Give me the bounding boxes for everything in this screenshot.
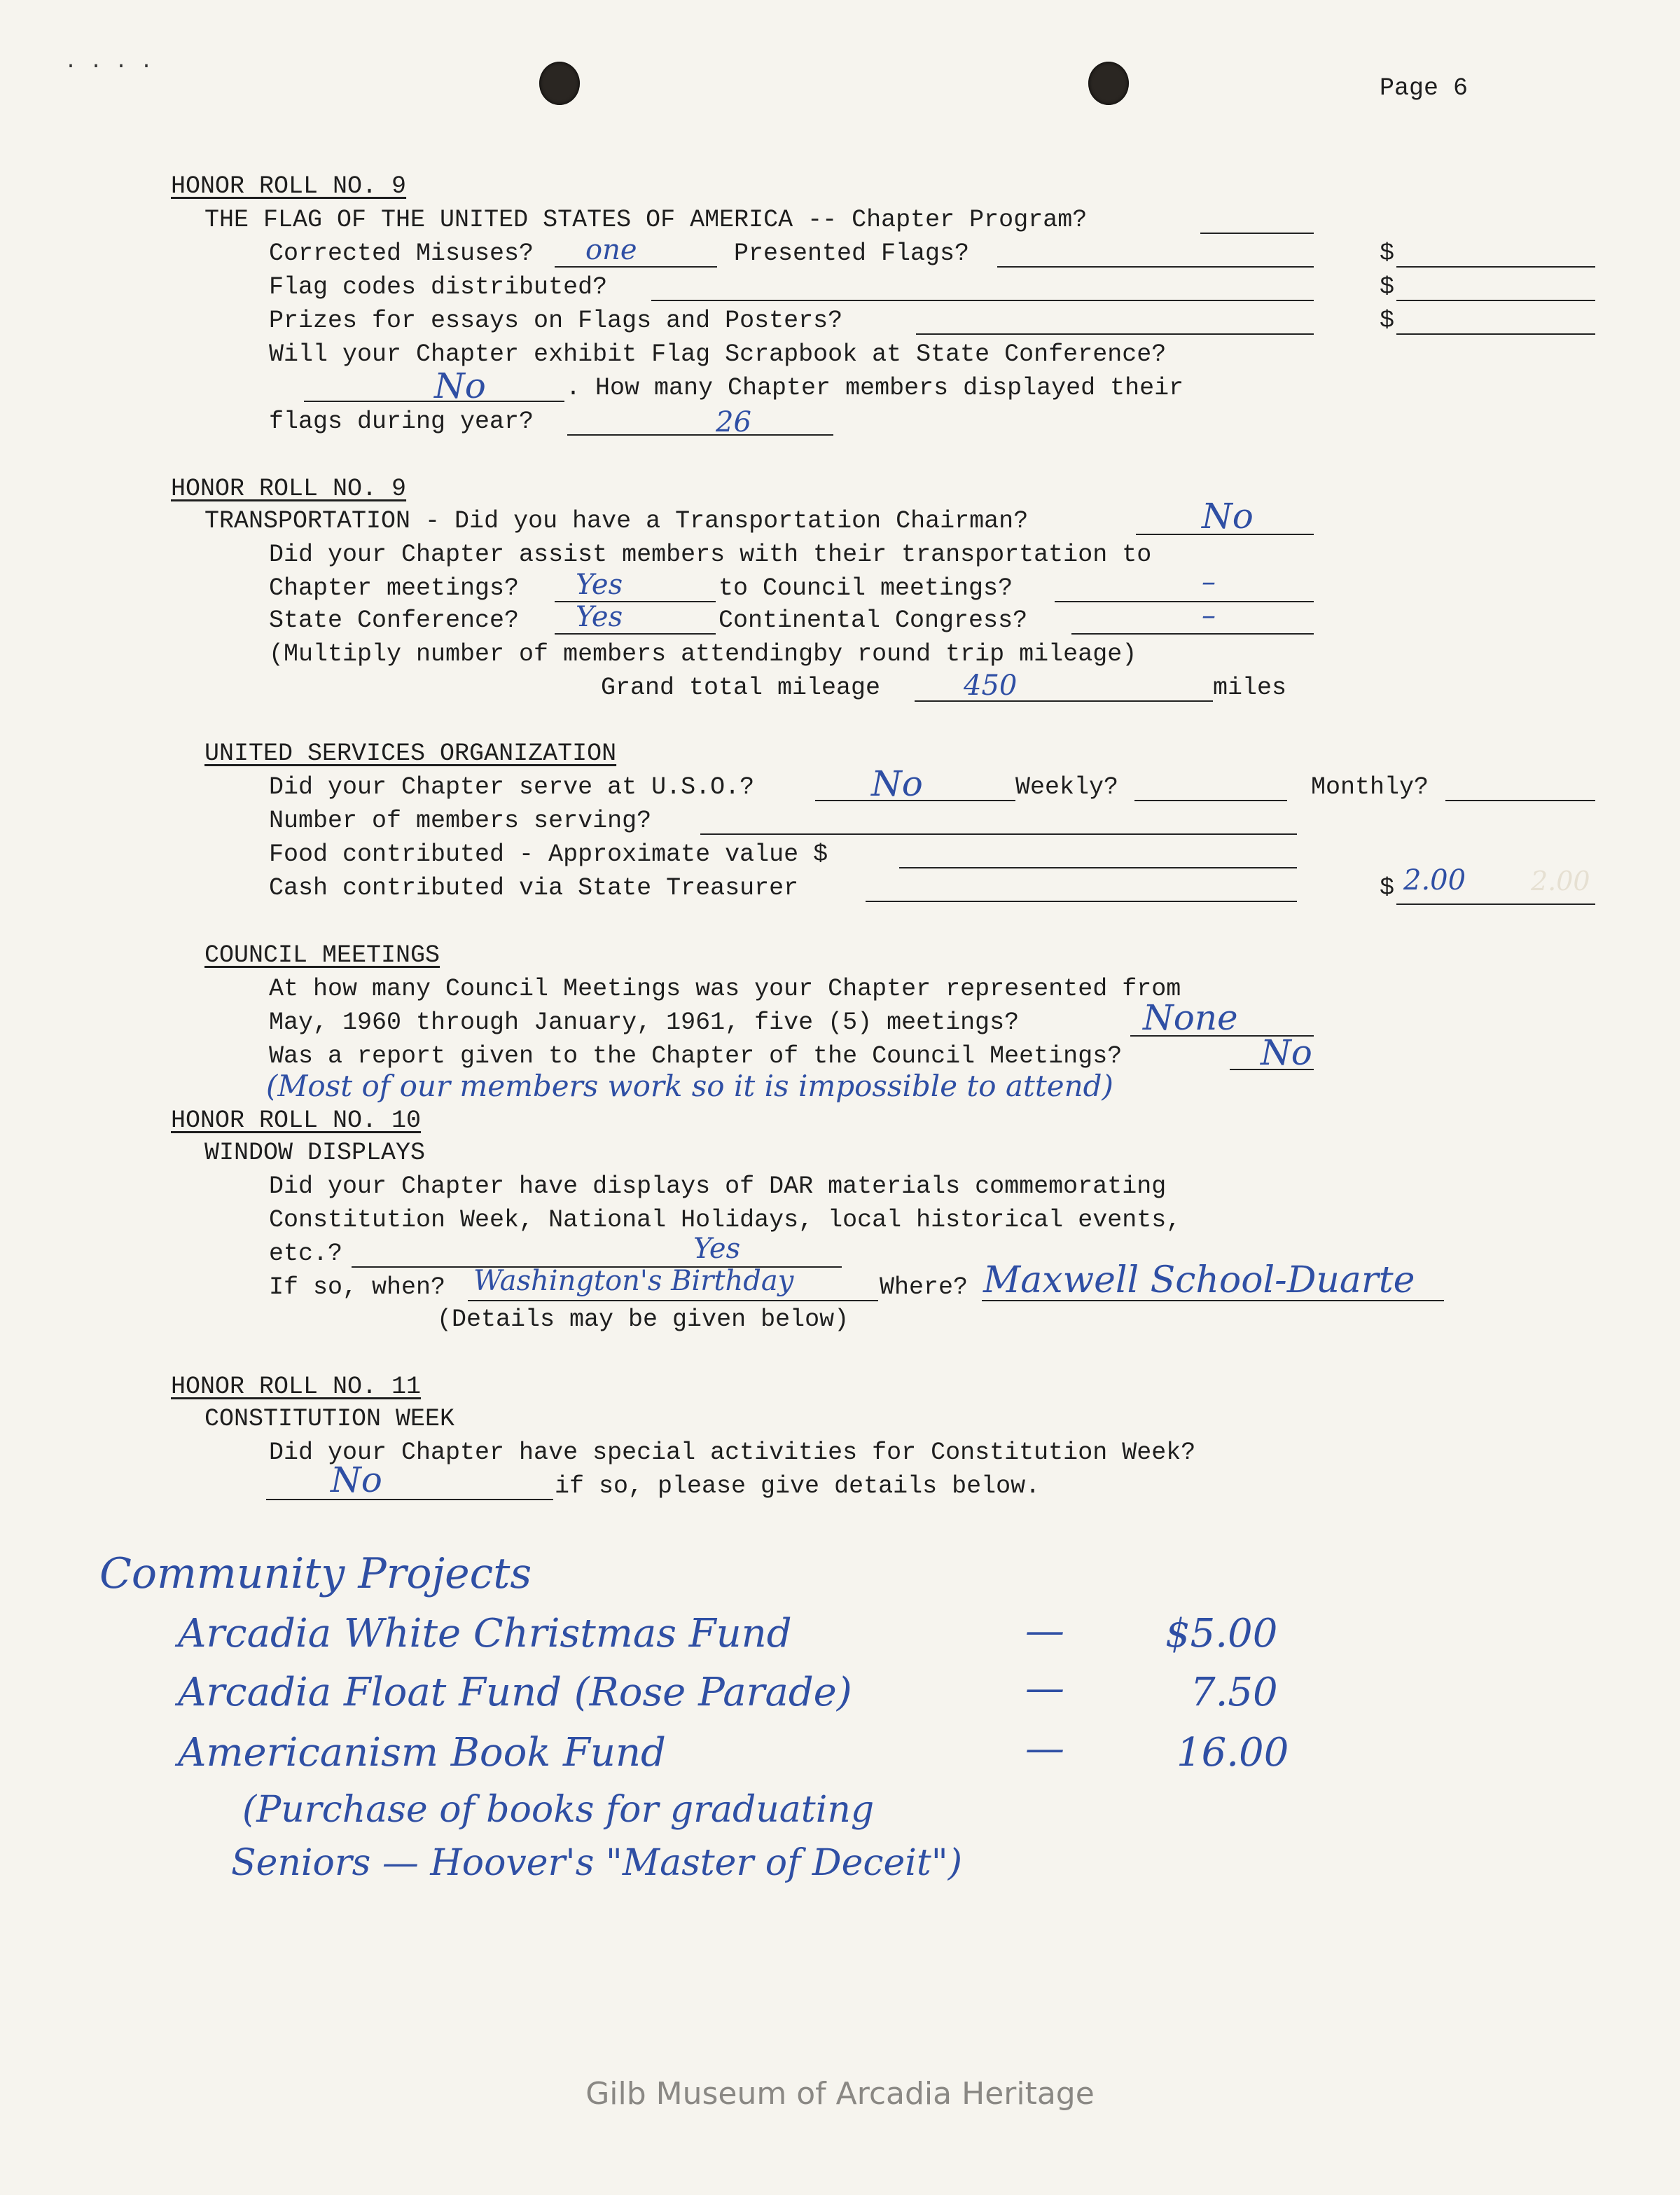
dollar-field-3[interactable] <box>1396 333 1595 335</box>
prizes-label: Prizes for essays on Flags and Posters? <box>269 307 843 335</box>
where-label: Where? <box>880 1273 969 1301</box>
continental-congress-label: Continental Congress? <box>718 607 1028 635</box>
chapter-meetings-answer: Yes <box>576 569 623 601</box>
project-amount: 16.00 <box>1176 1730 1289 1775</box>
assist-label: Did your Chapter assist members with their transportation to <box>269 541 1152 569</box>
transport-title: TRANSPORTATION - Did you have a Transportation Chairman? <box>204 507 1029 535</box>
cash-faint-pencil: 2.00 <box>1531 866 1590 896</box>
presented-label: Presented Flags? <box>734 240 970 268</box>
punch-hole-left <box>539 62 580 105</box>
flags-year-label: flags during year? <box>269 408 534 436</box>
constitution-question: Did your Chapter have special activities for Constitution Week? <box>269 1439 1196 1467</box>
project-note-2: Seniors — Hoover's "Master of Deceit") <box>231 1842 962 1884</box>
transport-heading: HONOR ROLL NO. 9 <box>171 475 407 503</box>
monthly-field[interactable] <box>1445 800 1595 801</box>
chapter-meetings-label: Chapter meetings? <box>269 574 520 602</box>
presented-field[interactable] <box>997 266 1314 268</box>
corner-marks: . . . . <box>64 50 153 74</box>
flags-year-answer: 26 <box>716 406 751 438</box>
codes-label: Flag codes distributed? <box>269 273 608 301</box>
details-label: (Details may be given below) <box>437 1306 849 1334</box>
constitution-details-label: if so, please give details below. <box>555 1472 1041 1500</box>
scrapbook-label: Will your Chapter exhibit Flag Scrapbook at State Conference? <box>269 340 1167 368</box>
miles-label: miles <box>1213 674 1287 702</box>
state-conference-answer: Yes <box>576 601 623 633</box>
dollar-sign-1: $ <box>1380 240 1395 268</box>
project-name: Arcadia Float Fund (Rose Parade) <box>178 1670 852 1715</box>
etc-label: etc.? <box>269 1240 343 1268</box>
council-line-2: May, 1960 through January, 1961, five (5) meetings? <box>269 1009 1020 1037</box>
council-note: (Most of our members work so it is impossible to attend) <box>266 1069 1113 1103</box>
members-serving-field[interactable] <box>700 833 1297 835</box>
where-answer: Maxwell School-Duarte <box>983 1259 1415 1301</box>
constitution-answer-field[interactable] <box>266 1499 553 1500</box>
misuses-label: Corrected Misuses? <box>269 240 534 268</box>
council-report-answer: No <box>1261 1032 1312 1073</box>
monthly-label: Monthly? <box>1311 773 1429 801</box>
total-mileage-answer: 450 <box>964 670 1018 702</box>
food-field[interactable] <box>899 867 1297 868</box>
project-note-1: (Purchase of books for graduating <box>242 1789 875 1831</box>
etc-answer: Yes <box>693 1233 741 1265</box>
dollar-field-1[interactable] <box>1396 266 1595 268</box>
misuses-field[interactable] <box>555 266 717 268</box>
council-line-1: At how many Council Meetings was your Chapter represented from <box>269 975 1181 1003</box>
uso-heading: UNITED SERVICES ORGANIZATION <box>204 740 617 768</box>
displayed-label: . How many Chapter members displayed their <box>566 374 1184 402</box>
project-dash: — <box>1025 1608 1064 1654</box>
dollar-field-2[interactable] <box>1396 300 1595 301</box>
cash-dollar-sign: $ <box>1380 874 1395 902</box>
council-meetings-answer: – <box>1202 566 1216 598</box>
project-amount: 7.50 <box>1190 1670 1278 1715</box>
uso-serve-answer: No <box>871 763 923 804</box>
project-name: Americanism Book Fund <box>178 1730 666 1775</box>
page-number: Page 6 <box>1380 74 1469 102</box>
constitution-heading: HONOR ROLL NO. 11 <box>171 1373 422 1401</box>
continental-congress-field[interactable] <box>1071 633 1314 635</box>
window-heading: HONOR ROLL NO. 10 <box>171 1107 422 1135</box>
members-serving-label: Number of members serving? <box>269 807 652 835</box>
scrapbook-answer: No <box>434 366 486 406</box>
projects-title: Community Projects <box>99 1549 532 1598</box>
council-meetings-count-answer: None <box>1143 997 1238 1038</box>
cash-label: Cash contributed via State Treasurer <box>269 874 799 902</box>
flags-year-field[interactable] <box>567 434 833 436</box>
council-meetings-label: to Council meetings? <box>718 574 1013 602</box>
weekly-label: Weekly? <box>1015 773 1119 801</box>
council-report-label: Was a report given to the Chapter of the Council Meetings? <box>269 1042 1123 1070</box>
total-mileage-field[interactable] <box>915 700 1213 702</box>
project-amount: $5.00 <box>1165 1611 1278 1656</box>
museum-watermark: Gilb Museum of Arcadia Heritage <box>585 2076 1095 2112</box>
when-label: If so, when? <box>269 1273 446 1301</box>
project-dash: — <box>1025 1666 1064 1711</box>
council-heading: COUNCIL MEETINGS <box>204 941 440 969</box>
cash-field[interactable] <box>866 901 1297 902</box>
project-name: Arcadia White Christmas Fund <box>178 1611 792 1656</box>
weekly-field[interactable] <box>1134 800 1287 801</box>
continental-congress-answer: – <box>1202 600 1216 632</box>
project-dash: — <box>1025 1726 1064 1771</box>
window-line-1: Did your Chapter have displays of DAR materials commemorating <box>269 1172 1167 1200</box>
council-meetings-field[interactable] <box>1055 601 1314 602</box>
constitution-answer: No <box>331 1460 382 1500</box>
dollar-sign-3: $ <box>1380 307 1395 335</box>
cash-dollar-field[interactable] <box>1396 903 1595 905</box>
total-mileage-label: Grand total mileage <box>601 674 881 702</box>
uso-serve-label: Did your Chapter serve at U.S.O.? <box>269 773 755 801</box>
state-conference-field[interactable] <box>555 633 716 635</box>
codes-field[interactable] <box>651 300 1314 301</box>
chapter-program-field[interactable] <box>1200 233 1314 234</box>
state-conference-label: State Conference? <box>269 607 520 635</box>
dollar-sign-2: $ <box>1380 273 1395 301</box>
cash-answer: 2.00 <box>1403 864 1466 896</box>
constitution-title: CONSTITUTION WEEK <box>204 1405 455 1433</box>
punch-hole-right <box>1088 62 1129 105</box>
chairman-answer: No <box>1202 496 1254 536</box>
flag-title: THE FLAG OF THE UNITED STATES OF AMERICA -- Chapter Program? <box>204 206 1088 234</box>
when-answer: Washington's Birthday <box>473 1265 794 1297</box>
food-label: Food contributed - Approximate value $ <box>269 840 828 868</box>
window-title: WINDOW DISPLAYS <box>204 1139 426 1167</box>
window-line-2: Constitution Week, National Holidays, local historical events, <box>269 1206 1181 1234</box>
when-field[interactable] <box>468 1300 878 1301</box>
multiply-note: (Multiply number of members attendingby round trip mileage) <box>269 640 1137 668</box>
prizes-field[interactable] <box>916 333 1314 335</box>
flag-heading: HONOR ROLL NO. 9 <box>171 172 407 200</box>
misuses-answer: one <box>585 234 637 266</box>
